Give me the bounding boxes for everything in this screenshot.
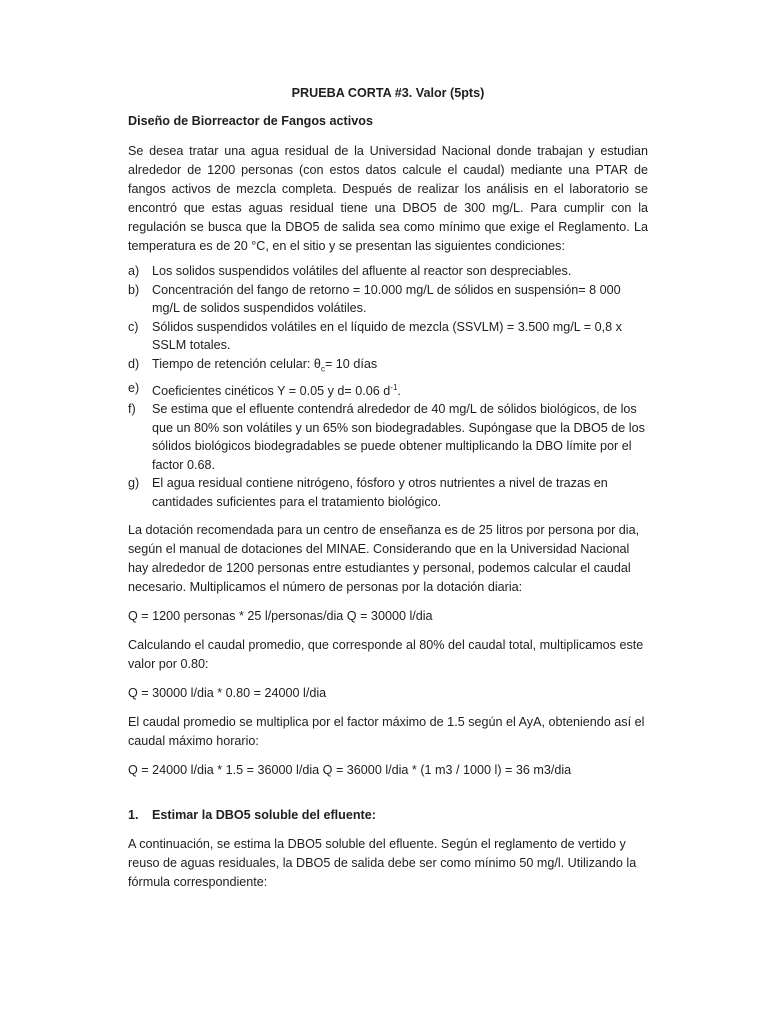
condition-text: Se estima que el efluente contendrá alrededor de 40 mg/L de sólidos biológicos, de los que un 80% son volátiles y un 65% son biodegradables. Supóngase que la DBO5 de los sólidos biológicos biodegradables se puede obtener multiplicando la DBO límite por el factor 0.68. [152, 402, 645, 472]
condition-text-main: Tiempo de retención celular: θ [152, 356, 321, 371]
condition-item [128, 400, 648, 474]
condition-text [152, 384, 401, 398]
condition-item [128, 281, 648, 318]
equation-caudal-promedio: Q = 30000 l/dia * 0.80 = 24000 l/dia [128, 686, 327, 701]
condition-text: El agua residual contiene nitrógeno, fósforo y otros nutrientes a nivel de trazas en cantidades suficientes para el tratamiento biológico. [152, 476, 608, 509]
document-page [128, 84, 648, 892]
equation-caudal-total: Q = 1200 personas * 25 l/personas/dia Q = 30000 l/dia [128, 609, 433, 624]
section-heading [128, 806, 648, 825]
condition-item [128, 474, 648, 511]
condition-text: Sólidos suspendidos volátiles en el líquido de mezcla (SSVLM) = 3.500 mg/L = 0,8 x SSLM totales. [152, 319, 622, 352]
condition-text: Los solidos suspendidos volátiles del afluente al reactor son despreciables. [152, 264, 572, 278]
intro-paragraph: Se desea tratar una agua residual de la Universidad Nacional donde trabajan y estudian alrededor de 1200 personas (con estos datos calcule el caudal) mediante una PTAR de fangos activos de mezcla completa. Después de realizar los análisis en el laboratorio se encontró que estas aguas residual tiene una DBO5 de 300 mg/L. Para cumplir con la regulación se busca que la DBO5 de salida sea como mínimo que exige el Reglamento. La temperatura es de 20 °C, en el sitio y se presentan las siguientes condiciones: [128, 144, 648, 253]
condition-marker: a) [128, 264, 140, 278]
condition-item [128, 355, 648, 379]
page-title: PRUEBA CORTA #3. Valor (5pts) [291, 86, 485, 100]
condition-text-main: Coeficientes cinéticos Y = 0.05 y d= 0.06 d [152, 383, 391, 398]
continuacion-paragraph: A continuación, se estima la DBO5 soluble del efluente. Según el reglamento de vertido y reuso de aguas residuales, la DBO5 de salida debe ser como mínimo 50 mg/l. Utilizando la fórmula correspondiente: [128, 837, 637, 890]
condition-marker: b) [128, 282, 140, 297]
section-title: Estimar la DBO5 soluble del efluente: [152, 808, 376, 823]
document-subtitle: Diseño de Biorreactor de Fangos activos [128, 114, 373, 128]
condition-marker: f) [128, 402, 136, 417]
condition-text [152, 356, 378, 374]
condition-item [128, 379, 648, 401]
promedio-paragraph: Calculando el caudal promedio, que corresponde al 80% del caudal total, multiplicamos este valor por 0.80: [128, 638, 644, 672]
condition-text: Concentración del fango de retorno = 10.000 mg/L de sólidos en suspensión= 8 000 mg/L de solidos suspendidos volátiles. [152, 282, 621, 315]
dotacion-paragraph: La dotación recomendada para un centro de enseñanza es de 25 litros por persona por dia, según el manual de dotaciones del MINAE. Considerando que en la Universidad Nacional hay alrededor de 1200 personas entre estudiantes y personal, podemos calcular el caudal necesario. Multiplicamos el número de personas por la dotación diaria: [128, 523, 640, 595]
condition-item [128, 262, 648, 281]
condition-marker: e) [128, 380, 140, 395]
factor-paragraph: El caudal promedio se multiplica por el factor máximo de 1.5 según el AyA, obteniendo así el caudal máximo horario: [128, 715, 645, 749]
condition-superscript: -1 [390, 382, 398, 392]
equation-caudal-maximo: Q = 24000 l/dia * 1.5 = 36000 l/dia Q = 36000 l/dia * (1 m3 / 1000 l) = 36 m3/dia [128, 763, 572, 778]
conditions-list [128, 262, 648, 511]
condition-marker: c) [128, 319, 139, 334]
condition-marker: g) [128, 476, 140, 491]
condition-text-tail: . [397, 383, 401, 398]
condition-item [128, 318, 648, 355]
condition-text-tail: = 10 días [324, 356, 378, 371]
condition-marker: d) [128, 356, 140, 371]
condition-subscript: c [320, 364, 325, 374]
section-number: 1. [128, 808, 139, 823]
